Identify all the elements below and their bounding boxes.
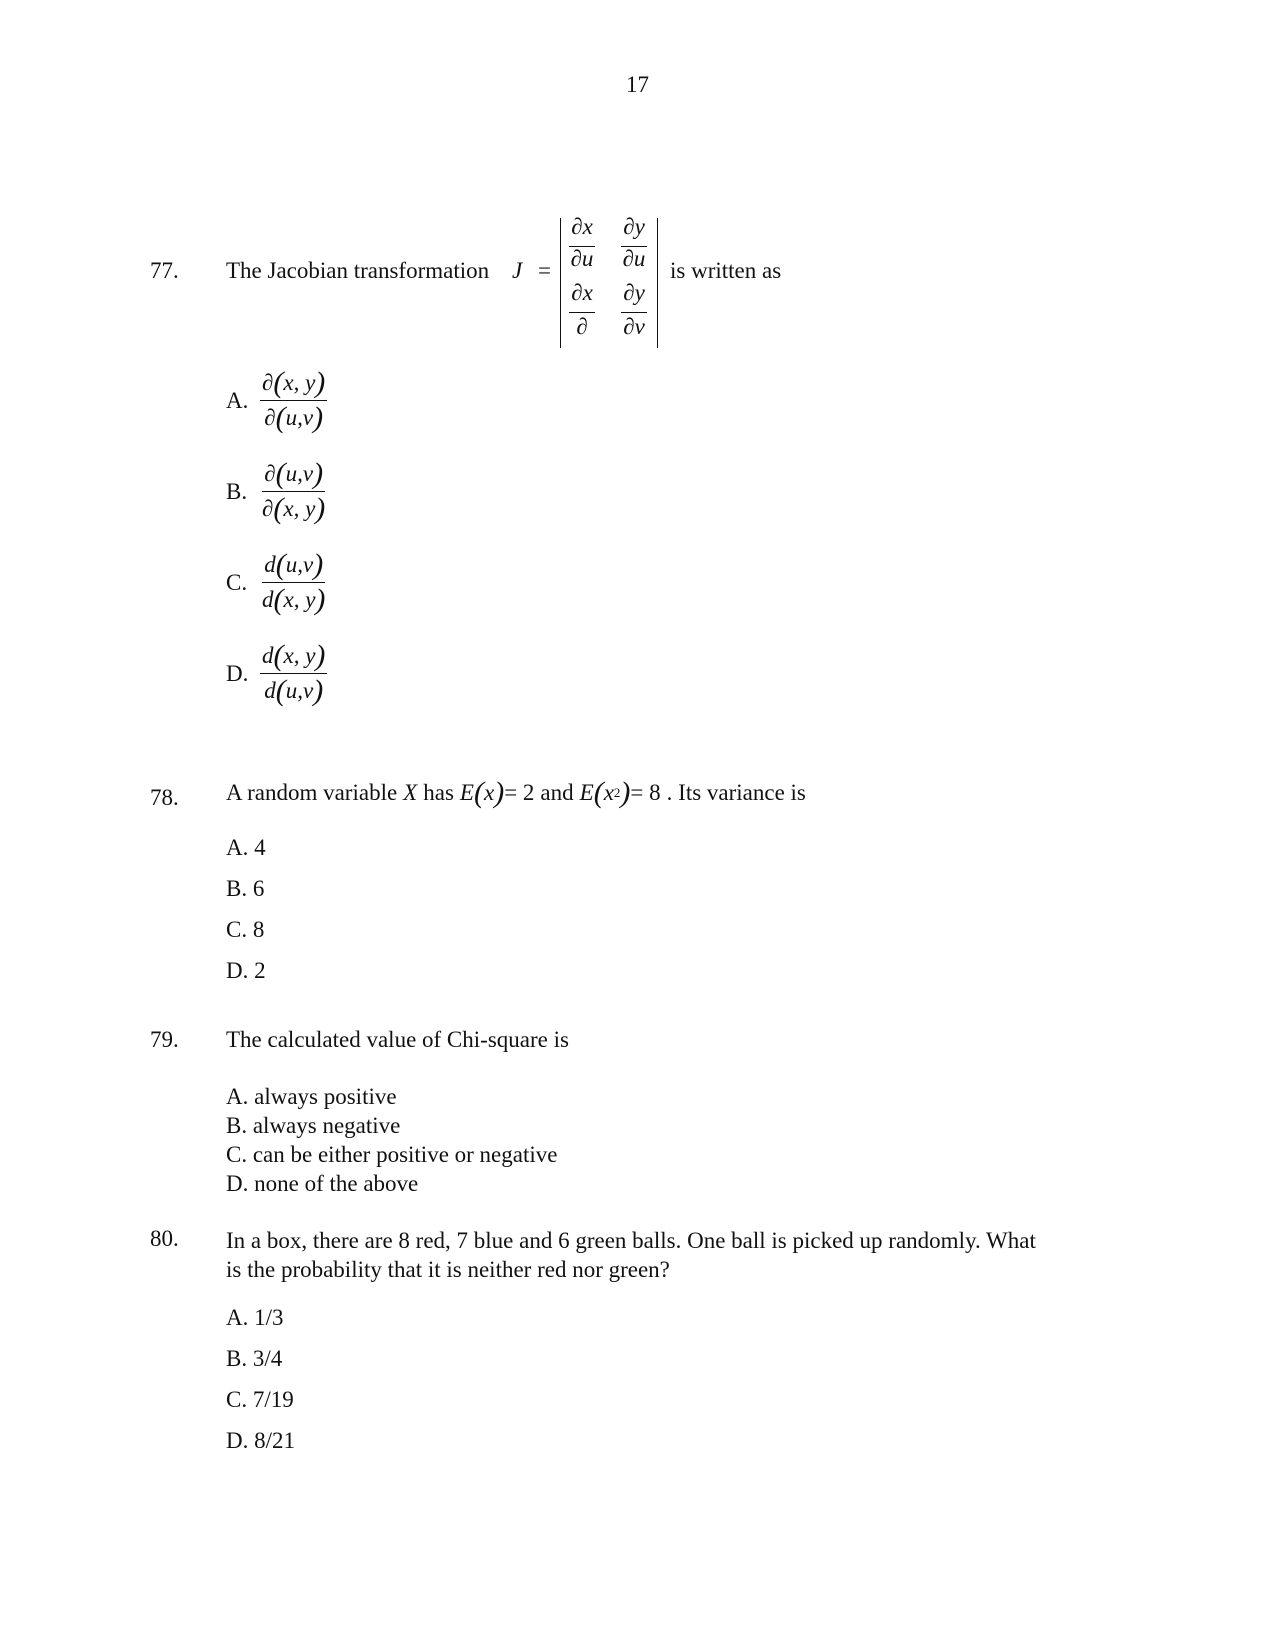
q78-var-x: X: [403, 780, 418, 805]
q77-option-c[interactable]: [226, 550, 327, 615]
jacobian-symbol: J: [512, 258, 523, 283]
option-label: B.: [226, 478, 248, 504]
fraction-denominator: ∂ ( x, y ): [262, 492, 326, 525]
q79-option-b[interactable]: B. always negative: [226, 1113, 401, 1138]
det-r2c1-bar: [569, 312, 595, 313]
q77-option-a[interactable]: [226, 368, 327, 433]
det-r2c2-bar: [621, 312, 647, 313]
fraction: [260, 368, 327, 433]
q80-line-1: In a box, there are 8 red, 7 blue and 6 green balls. One ball is picked up randomly. What: [226, 1228, 1036, 1253]
fraction: [260, 550, 327, 615]
fraction-denominator: d ( x, y ): [262, 583, 326, 616]
question-79-number: 79.: [150, 1027, 179, 1052]
det-r1c2-den: ∂u: [622, 246, 646, 271]
fraction: [260, 641, 327, 706]
det-r1c1-num: ∂x: [571, 214, 593, 239]
q77-option-b[interactable]: [226, 459, 327, 524]
q79-option-d[interactable]: D. none of the above: [226, 1171, 419, 1196]
det-r1c2-num: ∂y: [623, 214, 645, 239]
question-78-number: 78.: [150, 785, 179, 810]
option-label: D.: [226, 660, 249, 686]
q80-line-2: is the probability that it is neither red nor green?: [226, 1257, 670, 1282]
question-77-suffix: is written as: [670, 258, 782, 283]
question-80-number: 80.: [150, 1226, 179, 1251]
page-number: 17: [626, 72, 649, 97]
q80-option-d[interactable]: D. 8/21: [226, 1428, 295, 1453]
fraction-numerator: d ( x, y ): [262, 639, 326, 672]
q78-text-3: and: [540, 780, 574, 805]
question-77-text: [226, 258, 489, 284]
q78-option-b[interactable]: B. 6: [226, 876, 265, 901]
q79-option-a[interactable]: A. always positive: [226, 1084, 397, 1109]
q78-text-4: . Its variance is: [666, 780, 806, 805]
fraction-denominator: ∂ ( u,v ): [264, 401, 324, 434]
fraction-numerator: ∂ ( x, y ): [262, 366, 326, 399]
fraction-denominator: d ( u,v ): [264, 674, 324, 707]
q78-expectation-2: E ( x 2 ) = 8: [579, 776, 661, 809]
question-79-text: The calculated value of Chi-square is: [226, 1027, 569, 1052]
q78-option-c[interactable]: C. 8: [226, 917, 265, 942]
option-label: A.: [226, 387, 249, 413]
q77-option-d[interactable]: [226, 641, 327, 706]
q80-option-c[interactable]: C. 7/19: [226, 1387, 294, 1412]
q80-option-a[interactable]: A. 1/3: [226, 1305, 284, 1330]
jacobian-determinant: [560, 214, 658, 348]
question-77-number: 77.: [150, 258, 179, 283]
fraction-numerator: d ( u,v ): [264, 548, 324, 581]
equals-sign: =: [538, 258, 551, 283]
det-r2c2-den: ∂v: [623, 314, 645, 339]
question-77-stem: The Jacobian transformation: [226, 258, 490, 283]
q78-text-1: A random variable: [226, 780, 398, 805]
q78-option-d[interactable]: D. 2: [226, 958, 266, 983]
det-r2c2-num: ∂y: [623, 280, 645, 305]
q78-option-a[interactable]: A. 4: [226, 835, 266, 860]
det-r2c1-den: ∂: [576, 314, 588, 339]
q79-options: [226, 1082, 557, 1198]
option-label: C.: [226, 569, 248, 595]
q78-expectation-1: E ( x ) = 2: [459, 776, 535, 809]
det-r2c1-num: ∂x: [571, 280, 593, 305]
question-80-text: [226, 1226, 1036, 1284]
fraction: [260, 459, 327, 524]
fraction-numerator: ∂ ( u,v ): [264, 457, 324, 490]
q80-option-b[interactable]: B. 3/4: [226, 1346, 283, 1371]
q78-text-2: has: [423, 780, 454, 805]
q79-option-c[interactable]: C. can be either positive or negative: [226, 1142, 558, 1167]
det-r1c1-den: ∂u: [570, 246, 594, 271]
question-78-text: [226, 778, 806, 808]
